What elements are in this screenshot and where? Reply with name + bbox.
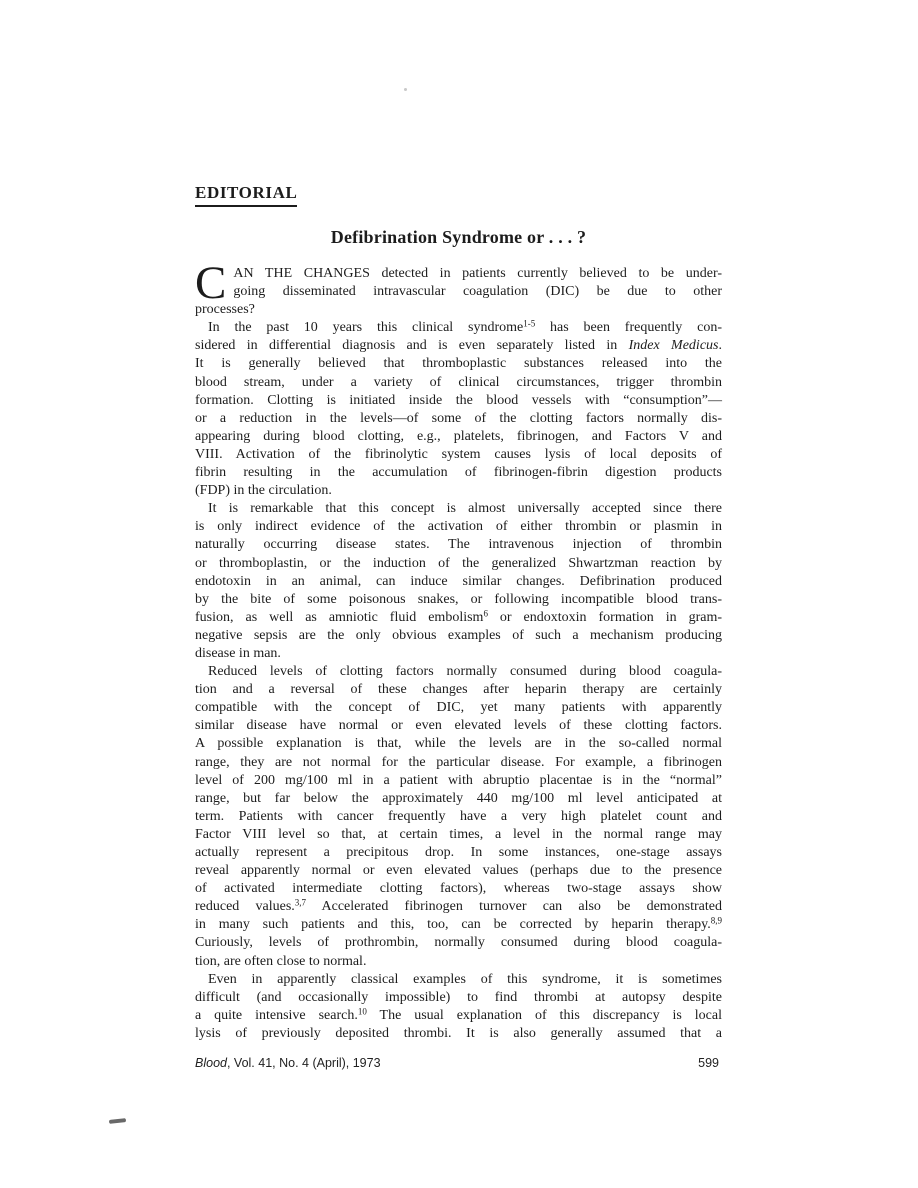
scan-artifact-dot — [404, 88, 407, 91]
text-line: a quite intensive search.$^{10}$ The usual explanation of this discrepancy is local — [195, 1006, 722, 1023]
text-line: reduced values.$^{3,7}$ Accelerated fibrinogen turnover can also be demonstrated — [195, 897, 722, 915]
text-line: actually represent a precipitous drop. In some instances, one-stage assays — [195, 845, 722, 860]
text-line: of activated intermediate clotting factors), whereas two-stage assays show — [195, 881, 722, 897]
text-line: endotoxin in an animal, can induce similar changes. Defibrination produced — [195, 573, 722, 589]
page-footer — [195, 1056, 719, 1070]
text-line: AN THE CHANGES detected in patients currently believed to be under- — [233, 266, 722, 281]
text-line: VIII. Activation of the fibrinolytic system causes lysis of local deposits of — [195, 446, 722, 462]
text-line: by the bite of some poisonous snakes, or following incompatible blood trans- — [195, 591, 722, 607]
text-line: tion and a reversal of these changes after heparin therapy are certainly — [195, 682, 722, 698]
body-paragraph — [195, 500, 722, 663]
text-line: blood stream, under a variety of clinical circumstances, trigger thrombin — [195, 374, 722, 390]
text-line: Even in apparently classical examples of this syndrome, it is sometimes — [208, 971, 722, 987]
text-line: similar disease have normal or even elevated levels of these clotting factors. — [195, 718, 722, 734]
text-block — [195, 183, 722, 1043]
text-line: fusion, as well as amniotic fluid embolism$^6$ or endoxtoxin formation in gram- — [195, 608, 722, 625]
text-line: A possible explanation is that, while the levels are in the so-called normal — [195, 736, 722, 752]
text-line: fibrin resulting in the accumulation of fibrinogen-fibrin digestion products — [195, 465, 722, 481]
text-line: compatible with the concept of DIC, yet many patients with apparently — [195, 700, 722, 716]
text-line: processes? — [195, 302, 255, 318]
body-paragraph — [195, 319, 722, 500]
text-line: It is remarkable that this concept is almost universally accepted since there — [208, 501, 722, 517]
text-line: term. Patients with cancer frequently have a very high platelet count and — [195, 808, 722, 824]
text-line: going disseminated intravascular coagulation (DIC) be due to other — [233, 284, 722, 300]
text-line: difficult (and occasionally impossible) to find thrombi at autopsy despite — [195, 989, 722, 1005]
text-line: lysis of previously deposited thrombi. It is also generally assumed that a — [195, 1025, 722, 1041]
scan-artifact-smudge — [109, 1118, 126, 1124]
text-line: range, they are not normal for the particular disease. For example, a fibrinogen — [195, 754, 722, 770]
journal-citation: Blood, Vol. 41, No. 4 (April), 1973 — [195, 1056, 381, 1070]
text-line: or thromboplastin, or the induction of the generalized Shwartzman reaction by — [195, 555, 722, 571]
body-paragraph — [195, 971, 722, 1043]
section-label: EDITORIAL — [195, 183, 297, 207]
text-line: range, but far below the approximately 440 mg/100 ml level anticipated at — [195, 790, 722, 806]
body-paragraph — [195, 663, 722, 971]
text-line: level of 200 mg/100 ml in a patient with abruptio placentae is in the “normal” — [195, 772, 722, 788]
drop-cap: C — [195, 257, 227, 309]
text-line: or a reduction in the levels—of some of the clotting factors normally dis- — [195, 410, 722, 426]
text-line: It is generally believed that thromboplastic substances released into the — [195, 356, 722, 372]
text-line: Factor VIII level so that, at certain times, a level in the normal range may — [195, 826, 722, 842]
text-line: tion, are often close to normal. — [195, 953, 367, 969]
text-line: naturally occurring disease states. The intravenous injection of thrombin — [195, 537, 722, 553]
page-number: 599 — [698, 1056, 719, 1070]
text-line: sidered in differential diagnosis and is even separately listed in Index Medicus. — [195, 338, 722, 354]
text-line: Curiously, levels of prothrombin, normally consumed during blood coagula- — [195, 935, 722, 951]
article-body — [195, 257, 723, 1043]
text-line: is only indirect evidence of the activation of either thrombin or plasmin in — [195, 519, 722, 535]
text-line: Reduced levels of clotting factors normally consumed during blood coagula- — [208, 664, 722, 680]
body-paragraph — [195, 257, 722, 319]
text-line: (FDP) in the circulation. — [195, 483, 332, 499]
text-line: negative sepsis are the only obvious examples of such a mechanism producing — [195, 627, 722, 643]
text-line: appearing during blood clotting, e.g., platelets, fibrinogen, and Factors V and — [195, 428, 722, 444]
text-line: in many such patients and this, too, can be corrected by heparin therapy.$^{8,9}$ — [195, 915, 722, 933]
text-line: formation. Clotting is initiated inside the blood vessels with “consumption”— — [195, 392, 722, 408]
text-line: In the past 10 years this clinical syndrome$^{1-5}$ has been frequently con- — [208, 318, 723, 336]
text-line: disease in man. — [195, 645, 281, 661]
text-line: reveal apparently normal or even elevated values (perhaps due to the presence — [195, 863, 722, 879]
article-title: Defibrination Syndrome or . . . ? — [330, 227, 587, 247]
